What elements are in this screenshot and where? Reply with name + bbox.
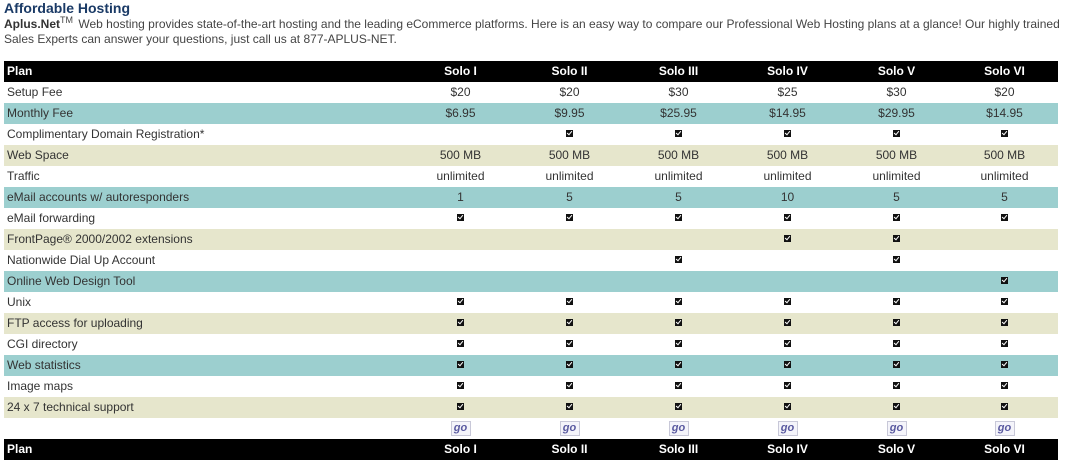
plan-footer-solo-3: Solo III [624, 439, 733, 460]
feature-label: Monthly Fee [4, 103, 406, 124]
checkbox-checked-icon [1001, 277, 1008, 284]
feature-value: $20 [951, 82, 1058, 103]
checkbox-checked-icon [893, 340, 900, 347]
table-row [4, 124, 1058, 145]
feature-cell-empty [842, 271, 951, 292]
feature-value: 5 [951, 187, 1058, 208]
feature-cell [515, 355, 624, 376]
feature-value: $20 [515, 82, 624, 103]
feature-cell-empty [406, 271, 515, 292]
checkbox-checked-icon [457, 214, 464, 221]
plan-column-header: Plan [4, 61, 406, 82]
plan-footer-solo-6: Solo VI [951, 439, 1058, 460]
table-row [4, 82, 1058, 103]
checkbox-checked-icon [1001, 298, 1008, 305]
feature-cell [842, 397, 951, 418]
feature-value: $30 [624, 82, 733, 103]
table-row [4, 145, 1058, 166]
checkbox-checked-icon [457, 403, 464, 410]
feature-cell [624, 334, 733, 355]
feature-cell [842, 124, 951, 145]
checkbox-checked-icon [784, 403, 791, 410]
checkbox-checked-icon [675, 361, 682, 368]
feature-cell-empty [951, 229, 1058, 250]
plan-header-solo-2: Solo II [515, 61, 624, 82]
go-button-solo-5[interactable]: go [887, 421, 907, 436]
checkbox-checked-icon [1001, 130, 1008, 137]
checkbox-checked-icon [566, 298, 573, 305]
feature-value: unlimited [406, 166, 515, 187]
feature-cell [406, 334, 515, 355]
feature-value: $25.95 [624, 103, 733, 124]
checkbox-checked-icon [566, 340, 573, 347]
checkbox-checked-icon [893, 130, 900, 137]
checkbox-checked-icon [893, 382, 900, 389]
checkbox-checked-icon [675, 256, 682, 263]
feature-cell [624, 355, 733, 376]
checkbox-checked-icon [893, 361, 900, 368]
table-footer-row [4, 439, 1058, 460]
feature-value: $9.95 [515, 103, 624, 124]
plan-column-footer: Plan [4, 439, 406, 460]
feature-value: 500 MB [951, 145, 1058, 166]
checkbox-checked-icon [784, 130, 791, 137]
checkbox-checked-icon [1001, 214, 1008, 221]
feature-cell [406, 397, 515, 418]
go-button-solo-2[interactable]: go [560, 421, 580, 436]
table-row [4, 229, 1058, 250]
feature-label: Traffic [4, 166, 406, 187]
feature-value: $25 [733, 82, 842, 103]
feature-cell [733, 397, 842, 418]
table-row [4, 397, 1058, 418]
table-row [4, 187, 1058, 208]
feature-value: $30 [842, 82, 951, 103]
page-title: Affordable Hosting [4, 0, 130, 16]
feature-cell [733, 313, 842, 334]
plan-header-solo-6: Solo VI [951, 61, 1058, 82]
feature-cell [842, 292, 951, 313]
feature-value: 500 MB [842, 145, 951, 166]
checkbox-checked-icon [893, 256, 900, 263]
checkbox-checked-icon [784, 382, 791, 389]
go-row-label [4, 418, 406, 439]
feature-cell-empty [733, 271, 842, 292]
table-header-row [4, 61, 1058, 82]
go-button-solo-4[interactable]: go [778, 421, 798, 436]
feature-cell [842, 334, 951, 355]
feature-cell [406, 313, 515, 334]
feature-cell [951, 313, 1058, 334]
feature-label: FrontPage® 2000/2002 extensions [4, 229, 406, 250]
feature-cell-empty [406, 250, 515, 271]
feature-cell [842, 229, 951, 250]
feature-cell [406, 376, 515, 397]
feature-cell [951, 271, 1058, 292]
feature-value: unlimited [842, 166, 951, 187]
feature-cell [842, 355, 951, 376]
feature-value: 500 MB [733, 145, 842, 166]
table-row [4, 376, 1058, 397]
checkbox-checked-icon [675, 382, 682, 389]
feature-value: 10 [733, 187, 842, 208]
checkbox-checked-icon [675, 298, 682, 305]
checkbox-checked-icon [457, 361, 464, 368]
feature-cell [515, 376, 624, 397]
feature-label: Nationwide Dial Up Account [4, 250, 406, 271]
feature-cell [733, 208, 842, 229]
feature-label: FTP access for uploading [4, 313, 406, 334]
feature-value: $14.95 [733, 103, 842, 124]
checkbox-checked-icon [1001, 340, 1008, 347]
feature-value: unlimited [951, 166, 1058, 187]
feature-cell [406, 208, 515, 229]
checkbox-checked-icon [893, 298, 900, 305]
feature-cell [406, 355, 515, 376]
plan-comparison-table [4, 61, 1058, 460]
feature-cell [951, 208, 1058, 229]
table-row [4, 271, 1058, 292]
checkbox-checked-icon [566, 403, 573, 410]
feature-cell-empty [951, 250, 1058, 271]
checkbox-checked-icon [784, 235, 791, 242]
feature-cell [406, 292, 515, 313]
feature-cell-empty [515, 229, 624, 250]
go-button-solo-6[interactable]: go [995, 421, 1015, 436]
feature-label: eMail accounts w/ autoresponders [4, 187, 406, 208]
feature-value: unlimited [624, 166, 733, 187]
checkbox-checked-icon [784, 319, 791, 326]
trademark-mark: TM [60, 15, 74, 25]
feature-value: 5 [515, 187, 624, 208]
plan-header-solo-3: Solo III [624, 61, 733, 82]
checkbox-checked-icon [893, 403, 900, 410]
table-row [4, 208, 1058, 229]
feature-cell [733, 229, 842, 250]
feature-cell [515, 124, 624, 145]
feature-label: Complimentary Domain Registration* [4, 124, 406, 145]
table-row [4, 334, 1058, 355]
feature-cell [515, 397, 624, 418]
feature-cell-empty [624, 229, 733, 250]
checkbox-checked-icon [1001, 319, 1008, 326]
feature-value: $6.95 [406, 103, 515, 124]
feature-cell-empty [624, 271, 733, 292]
feature-cell [951, 397, 1058, 418]
feature-value: 500 MB [624, 145, 733, 166]
feature-cell [951, 334, 1058, 355]
checkbox-checked-icon [566, 319, 573, 326]
feature-cell [515, 334, 624, 355]
plan-header-solo-5: Solo V [842, 61, 951, 82]
feature-label: Image maps [4, 376, 406, 397]
feature-cell [624, 292, 733, 313]
checkbox-checked-icon [457, 298, 464, 305]
checkbox-checked-icon [675, 130, 682, 137]
feature-cell [842, 250, 951, 271]
feature-label: Unix [4, 292, 406, 313]
feature-cell [733, 124, 842, 145]
feature-cell-empty [515, 250, 624, 271]
checkbox-checked-icon [566, 130, 573, 137]
feature-cell [842, 313, 951, 334]
checkbox-checked-icon [457, 382, 464, 389]
go-button-solo-1[interactable]: go [451, 421, 471, 436]
feature-cell [624, 313, 733, 334]
intro-text [4, 17, 1060, 47]
feature-cell [951, 124, 1058, 145]
feature-cell-empty [515, 271, 624, 292]
feature-cell [842, 208, 951, 229]
feature-cell [733, 355, 842, 376]
plan-footer-solo-4: Solo IV [733, 439, 842, 460]
plan-footer-solo-5: Solo V [842, 439, 951, 460]
feature-label: Web Space [4, 145, 406, 166]
checkbox-checked-icon [784, 361, 791, 368]
checkbox-checked-icon [1001, 403, 1008, 410]
table-row [4, 313, 1058, 334]
checkbox-checked-icon [566, 382, 573, 389]
feature-label: 24 x 7 technical support [4, 397, 406, 418]
plan-footer-solo-2: Solo II [515, 439, 624, 460]
feature-value: unlimited [733, 166, 842, 187]
checkbox-checked-icon [566, 361, 573, 368]
table-row [4, 103, 1058, 124]
go-button-solo-3[interactable]: go [669, 421, 689, 436]
checkbox-checked-icon [457, 340, 464, 347]
table-row [4, 250, 1058, 271]
table-body [4, 82, 1058, 418]
feature-cell [733, 292, 842, 313]
feature-cell [951, 292, 1058, 313]
checkbox-checked-icon [893, 235, 900, 242]
feature-cell-empty [406, 124, 515, 145]
feature-label: CGI directory [4, 334, 406, 355]
feature-cell [515, 292, 624, 313]
feature-value: $29.95 [842, 103, 951, 124]
checkbox-checked-icon [457, 319, 464, 326]
intro-body: Web hosting provides state-of-the-art hosting and the leading eCommerce platforms. Here is an easy way to compare our Professional Web Hosting plans at a glance! Our highly trained Sales Experts can answer your questions, just call us at 877-APLUS-NET. [4, 17, 1060, 46]
checkbox-checked-icon [1001, 361, 1008, 368]
feature-value: $20 [406, 82, 515, 103]
checkbox-checked-icon [893, 319, 900, 326]
checkbox-checked-icon [893, 214, 900, 221]
checkbox-checked-icon [675, 214, 682, 221]
feature-label: Web statistics [4, 355, 406, 376]
checkbox-checked-icon [675, 319, 682, 326]
feature-cell [624, 124, 733, 145]
checkbox-checked-icon [675, 403, 682, 410]
plan-header-solo-4: Solo IV [733, 61, 842, 82]
feature-label: Online Web Design Tool [4, 271, 406, 292]
feature-value: 5 [842, 187, 951, 208]
feature-cell [624, 208, 733, 229]
feature-cell [842, 376, 951, 397]
feature-value: unlimited [515, 166, 624, 187]
checkbox-checked-icon [784, 340, 791, 347]
feature-cell [951, 376, 1058, 397]
feature-label: Setup Fee [4, 82, 406, 103]
checkbox-checked-icon [566, 214, 573, 221]
feature-cell [515, 313, 624, 334]
checkbox-checked-icon [784, 298, 791, 305]
checkbox-checked-icon [784, 214, 791, 221]
table-row [4, 292, 1058, 313]
feature-cell [624, 397, 733, 418]
feature-cell-empty [733, 250, 842, 271]
feature-cell [733, 334, 842, 355]
feature-label: eMail forwarding [4, 208, 406, 229]
brand-name: Aplus.Net [4, 17, 61, 31]
table-row [4, 166, 1058, 187]
go-row [4, 418, 1058, 439]
feature-cell [951, 355, 1058, 376]
feature-value: 1 [406, 187, 515, 208]
plan-footer-solo-1: Solo I [406, 439, 515, 460]
feature-cell [624, 376, 733, 397]
plan-header-solo-1: Solo I [406, 61, 515, 82]
feature-value: 500 MB [406, 145, 515, 166]
table-row [4, 355, 1058, 376]
feature-cell [733, 376, 842, 397]
feature-value: 5 [624, 187, 733, 208]
feature-cell [624, 250, 733, 271]
checkbox-checked-icon [675, 340, 682, 347]
feature-value: $14.95 [951, 103, 1058, 124]
feature-value: 500 MB [515, 145, 624, 166]
feature-cell-empty [406, 229, 515, 250]
checkbox-checked-icon [1001, 382, 1008, 389]
feature-cell [515, 208, 624, 229]
